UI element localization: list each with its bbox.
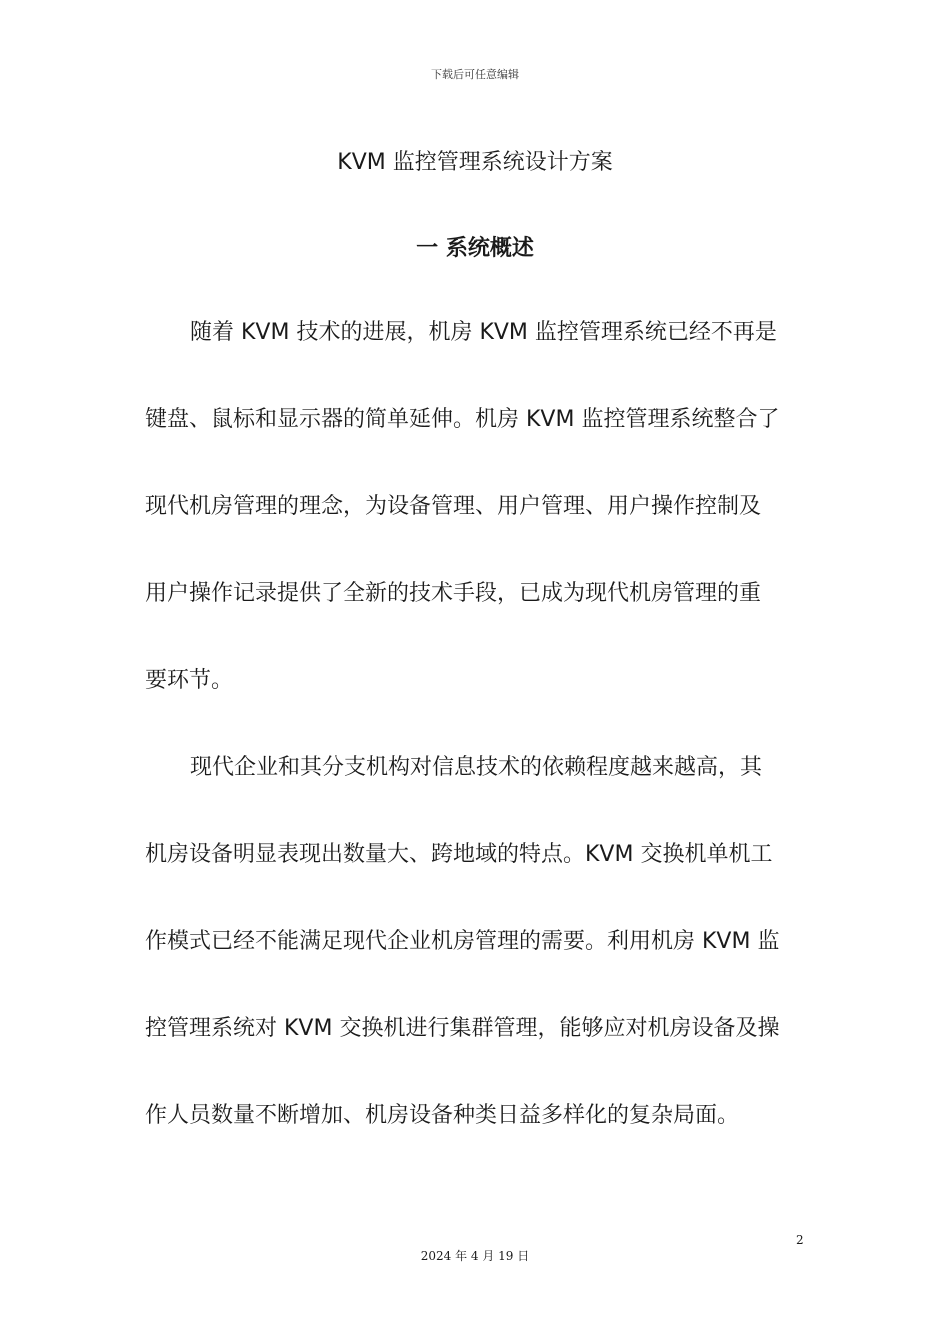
paragraph-line: 随着 KVM 技术的进展，机房 KVM 监控管理系统已经不再是 (190, 320, 777, 345)
footer-date: 2024 年 4 月 19 日 (420, 1249, 530, 1263)
page-number: 2 (796, 1233, 804, 1247)
paragraph-line: 键盘、鼠标和显示器的简单延伸。机房 KVM 监控管理系统整合了 (145, 407, 780, 432)
paragraph-line: 作模式已经不能满足现代企业机房管理的需要。利用机房 KVM 监 (145, 929, 780, 954)
paragraph-line: 用户操作记录提供了全新的技术手段，已成为现代机房管理的重 (145, 581, 762, 606)
paragraph-line: 机房设备明显表现出数量大、跨地域的特点。KVM 交换机单机工 (145, 842, 773, 867)
document-title: KVM 监控管理系统设计方案 (337, 150, 613, 175)
header-note: 下载后可任意编辑 (431, 68, 519, 81)
paragraph-line: 要环节。 (145, 668, 234, 693)
paragraph-line: 现代机房管理的理念，为设备管理、用户管理、用户操作控制及 (145, 494, 762, 519)
section-heading: 一 系统概述 (416, 236, 534, 261)
paragraph-line: 作人员数量不断增加、机房设备种类日益多样化的复杂局面。 (145, 1103, 740, 1128)
paragraph-line: 现代企业和其分支机构对信息技术的依赖程度越来越高，其 (190, 755, 763, 780)
paragraph-line: 控管理系统对 KVM 交换机进行集群管理，能够应对机房设备及操 (145, 1016, 780, 1041)
